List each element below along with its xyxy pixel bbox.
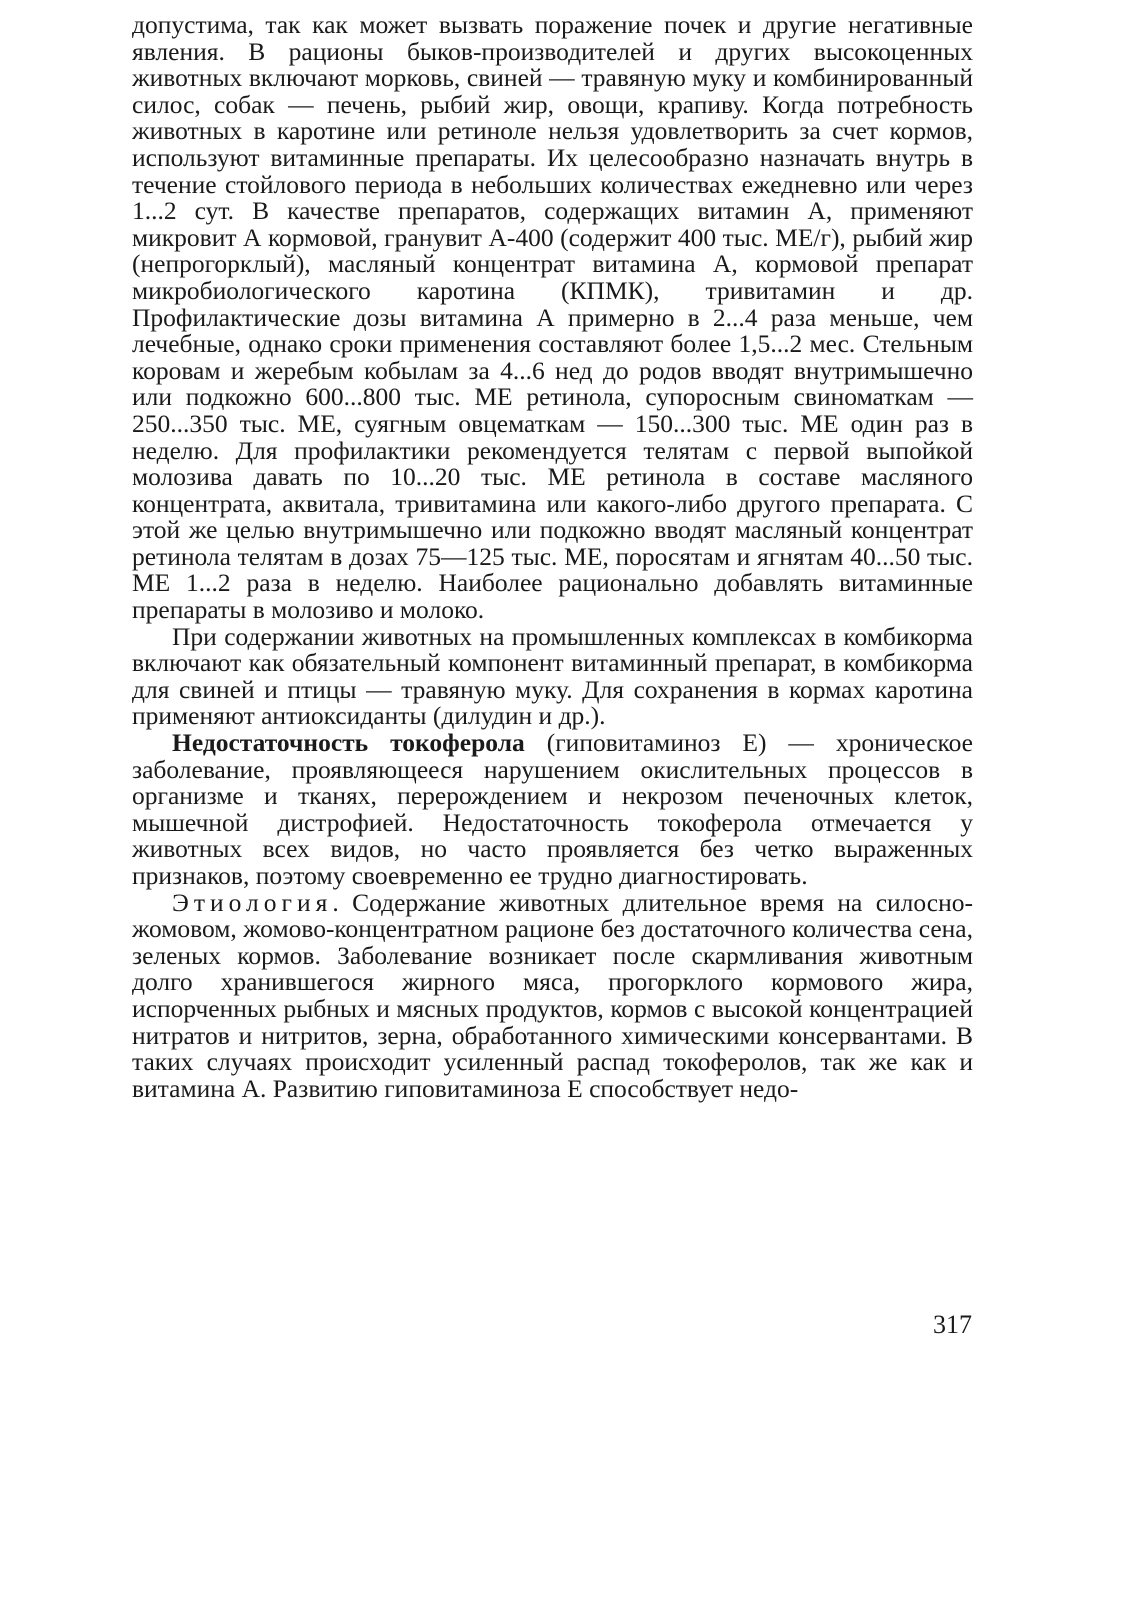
page-number: 317 [933, 1310, 972, 1339]
paragraph-tocopherol-deficiency [132, 730, 973, 890]
page-body [132, 12, 973, 1102]
paragraph-industrial-complexes: При содержании животных на промышленных комплексах в комбикорма включают как обязательный компонент витаминный препарат, в комбикорма для свиней и птицы — травяную муку. Для сохранения в кормах каротина применяют антиоксиданты (дилудин и др.). [132, 621, 973, 731]
paragraph-vitamin-a-prevention: допустима, так как может вызвать поражение почек и другие негативные явления. В рационы быков-производителей и других высокоценных животных включают морковь, свиней — травяную муку и комбинированный силос, собак — печень, рыбий жир, овощи, крапиву. Когда потребность животных в каротине или ретиноле нельзя удовлетворить за счет кормов, используют витаминные препараты. Их целесообразно назначать внутрь в течение стойлового периода в небольших количествах ежедневно или через 1...2 сут. В качестве препаратов, содержащих витамин А, применяют микровит А кормовой, гранувит А-400 (содержит 400 тыс. МЕ/г), рыбий жир (непрогорклый), масляный концентрат витамина А, кормовой препарат микробиологического каротина (КПМК), тривитамин и др. Профилактические дозы витамина А примерно в 2...4 раза меньше, чем лечебные, однако сроки применения составляют более 1,5...2 мес. Стельным коровам и жеребым кобылам за 4...6 нед до родов вводят внутримышечно или подкожно 600...800 тыс. МЕ ретинола, супоросным свиноматкам — 250...350 тыс. МЕ, суягным овцематкам — 150...300 тыс. МЕ один раз в неделю. Для профилактики рекомендуется телятам с первой выпойкой молозива давать по 10...20 тыс. МЕ ретинола в составе масляного концентрата, аквитала, тривитамина или какого-либо другого препарата. С этой же целью внутримышечно или подкожно вводят масляный концентрат ретинола телятам в дозах 75—125 тыс. МЕ, поросятам и ягнятам 40...50 тыс. МЕ 1...2 раза в неделю. Наиболее рационально добавлять витаминные препараты в молозиво и молоко. [132, 10, 973, 625]
term-tocopherol-deficiency: Недостаточность токоферола [172, 728, 525, 758]
paragraph-etiology [132, 887, 973, 1103]
etiology-heading: Этиология [172, 887, 333, 917]
tocopherol-definition-text: (гиповитаминоз Е) — хроническое заболевание, проявляющееся нарушением окислительных процессов в организме и тканях, перерождением и некрозом печеночных клеток, мышечной дистрофией. Недостаточность токоферола отмечается у животных всех видов, но часто проявляется без четко выраженных признаков, поэтому своевременно ее трудно диагностировать. [132, 728, 973, 890]
etiology-text: . Содержание животных длительное время на силосно-жомовом, жомово-концентратном рационе без достаточного количества сена, зеленых кормов. Заболевание возникает после скармливания животным долго хранившегося жирного мяса, прогорклого кормового жира, испорченных рыбных и мясных продуктов, кормов с высокой концентрацией нитратов и нитритов, зерна, обработанного химическими консервантами. В таких случаях происходит усиленный распад токоферолов, так же как и витамина А. Развитию гиповитаминоза Е способствует недо- [132, 887, 973, 1103]
